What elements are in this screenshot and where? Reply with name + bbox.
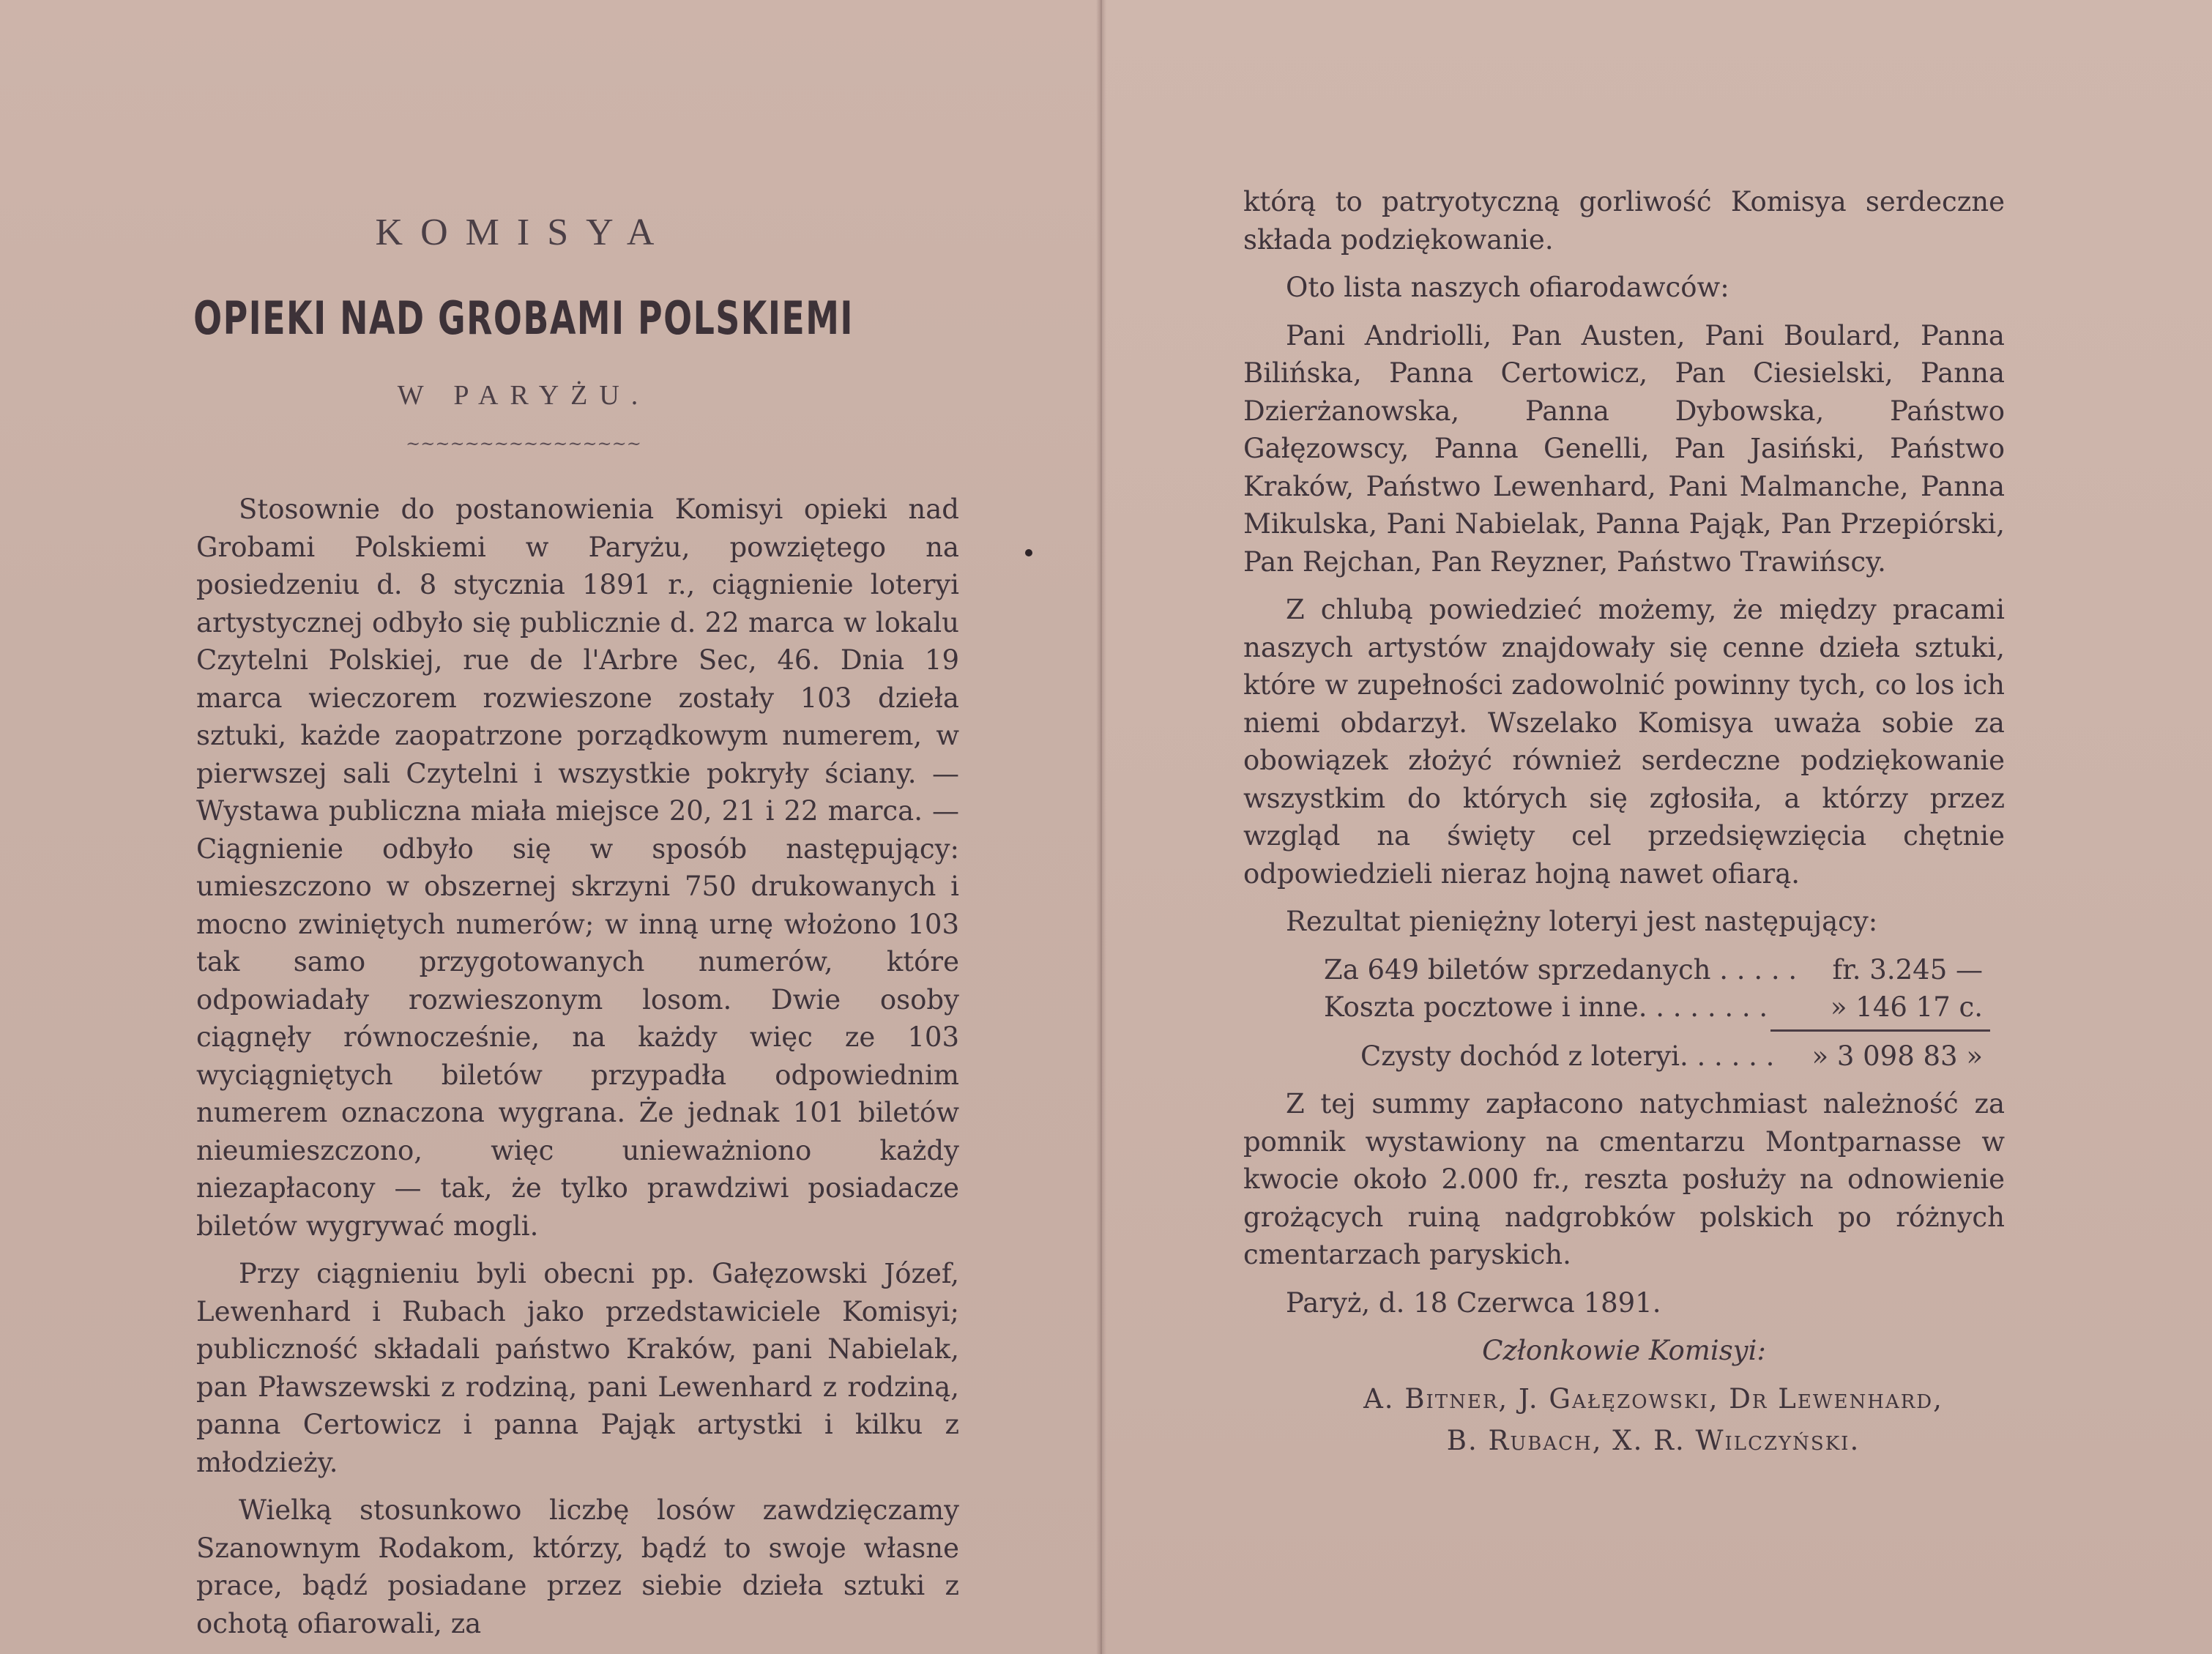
header-komisya: KOMISYA [375,212,672,253]
right-paragraph-5: Z tej summy zapłacono natychmiast należność za pomnik wystawiony na cmentarzu Montparnasse w kwocie około 2.000 fr., reszta posłuży na odnowienie grożących ruiną nadgrobków polskich po różnych cmentarzach paryskich. [1243,1088,2005,1270]
right-paragraph-result: Rezultat pieniężny loteryi jest następujący: [1286,906,1878,937]
result-row-net [1360,1038,1983,1076]
left-paragraph-3: Wielką stosunkowo liczbę losów zawdzięczamy Szanownym Rodakom, którzy, bądź to swoje własne prace, bądź posiadane przez siebie dzieła sztuki z ochotą ofiarowali, za [196,1494,959,1639]
result-row-sold-label: Za 649 biletów sprzedanych . . . . . [1324,953,1798,986]
page-fold [1096,0,1106,1654]
result-table [1324,951,1983,1076]
right-paragraph-donors: Pani Andriolli, Pan Austen, Pani Boulard, Panna Bilińska, Panna Certowicz, Pan Ciesielski, Panna Dzierżanowska, Panna Dybowska, Państwo Gałęzowscy, Panna Genelli, Pan Jasiński, Państwo Kraków, Państwo Lewenhard, Pani Malmanche, Panna Mikulska, Pani Nabielak, Panna Pająk, Pan Przepiórski, Pan Rejchan, Pan Reyzner, Państwo Trawińscy. [1243,319,2005,578]
header-title: OPIEKI NAD GROBAMI POLSKIEMI [193,291,854,345]
members-line-1: A. Bitner, J. Gałęzowski, Dr Lewenhard, [1363,1382,1943,1415]
ink-speck [1025,549,1032,556]
right-paragraph-3: Z chlubą powiedzieć możemy, że między pracami naszych artystów znajdowały się cenne dzieła sztuki, które w zupełności zadowolnić powinny tych, co los ich niemi obdarzył. Wszelako Komisya uważa sobie za obowiązek złożyć również serdeczne podziękowanie wszystkim do których się zgłosiła, a którzy przez wzgląd na święty cel przedsięwzięcia chętnie odpowiedzieli nieraz hojną nawet ofiarą. [1243,594,2005,890]
result-row-sold-value: fr. 3.245 — [1832,953,1983,986]
result-row-costs-value: » 146 17 c. [1830,991,1983,1023]
result-row-sold [1324,951,1983,989]
result-row-costs-label: Koszta pocztowe i inne. . . . . . . . [1324,991,1768,1023]
right-paragraph-0: którą to patryotyczną gorliwość Komisya serdeczne składa podziękowanie. [1243,186,2005,256]
left-column [196,491,959,1642]
right-column [1243,183,2005,1460]
members-line-2: B. Rubach, X. R. Wilczyński. [1446,1425,1861,1456]
date-line: Paryż, d. 18 Czerwca 1891. [1286,1286,1661,1319]
header-divider: ~~~~~~~~~~~~~~~~ [406,433,641,454]
members-heading: Członkowie Komisyi: [1482,1335,1766,1366]
result-row-net-value: » 3 098 83 » [1811,1040,1983,1072]
header-location: W PARYŻU. [397,380,650,411]
left-paragraph-2: Przy ciągnieniu byli obecni pp. Gałęzowski Józef, Lewenhard i Rubach jako przedstawiciele Komisyi; publiczność składali państwo Kraków, pani Nabielak, pan Pławszewski z rodziną, pani Lewenhard z rodziną, panna Certowicz i panna Pająk artystki i kilku z młodzieży. [196,1258,959,1478]
result-row-net-label: Czysty dochód z loteryi. . . . . . [1360,1040,1775,1072]
sum-rule [1770,1029,1990,1032]
result-row-costs [1324,988,1983,1027]
right-paragraph-1: Oto lista naszych ofiarodawców: [1286,272,1729,303]
left-paragraph-1: Stosownie do postanowienia Komisyi opieki nad Grobami Polskiemi w Paryżu, powziętego na posiedzeniu d. 8 stycznia 1891 r., ciągnienie loteryi artystycznej odbyło się publicznie d. 22 marca w lokalu Czytelni Polskiej, rue de l'Arbre Sec, 46. Dnia 19 marca wieczorem rozwieszone zostały 103 dzieła sztuki, każde zaopatrzone porządkowym numerem, w pierwszej sali Czytelni i wszystkie pokryły ściany. — Wystawa publiczna miała miejsce 20, 21 i 22 marca. — Ciągnienie odbyło się w sposób następujący: umieszczono w obszernej skrzyni 750 drukowanych i mocno zwiniętych numerów; w inną urnę włożono 103 tak samo przygotowanych numerów, które odpowiadały rozwieszonym losom. Dwie osoby ciągnęły równocześnie, na każdy więc ze 103 wyciągniętych biletów przypadła odpowiednim numerem oznaczona wygrana. Że jednak 101 biletów nieumieszczono, więc unieważniono każdy niezapłacony — tak, że tylko prawdziwi posiadacze biletów wygrywać mogli. [196,493,959,1242]
